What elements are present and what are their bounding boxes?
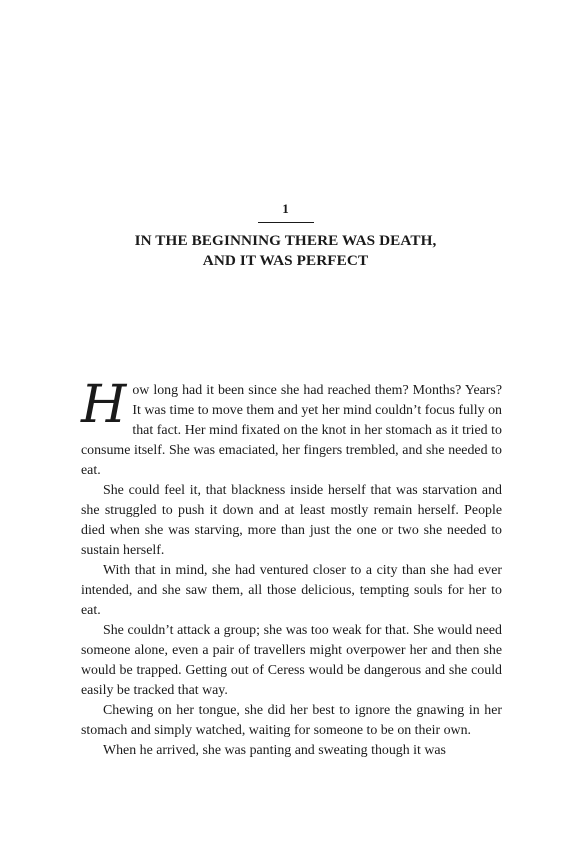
paragraph: When he arrived, she was panting and sweating though it was — [103, 743, 446, 758]
chapter-body — [81, 375, 502, 761]
paragraph: She couldn’t attack a group; she was too weak for that. She would need someone alone, even a pair of travellers might overpower her and then she would be trapped. Getting out of Ceress would be dangerous and she could easily be tracked that way. — [81, 623, 502, 698]
chapter-title-line-2: AND IT WAS PERFECT — [202, 252, 369, 269]
chapter-number: 1 — [282, 201, 289, 216]
paragraph: Chewing on her tongue, she did her best to ignore the gnawing in her stomach and simply watched, waiting for someone to be on their own. — [81, 703, 502, 738]
drop-cap: H — [81, 375, 127, 435]
paragraph — [81, 375, 502, 481]
chapter-title-line-1: IN THE BEGINNING THERE WAS DEATH, — [134, 232, 437, 249]
chapter-title — [0, 231, 571, 271]
chapter-heading — [0, 198, 571, 271]
chapter-rule — [258, 222, 314, 223]
paragraph: With that in mind, she had ventured closer to a city than she had ever intended, and she saw them, all those delicious, tempting souls for her to eat. — [81, 563, 502, 618]
paragraph-text: ow long had it been since she had reached them? Months? Years? It was time to move them and yet her mind couldn’t focus fully on that fact. Her mind fixated on the knot in her stomach as it tried to consume itself. She was emaciated, her fingers trembled, and she needed to eat. — [81, 383, 502, 478]
paragraph: She could feel it, that blackness inside herself that was starvation and she struggled to push it down and at least mostly remain herself. People died when she was starving, more than just the one or two she needed to sustain herself. — [81, 483, 502, 558]
